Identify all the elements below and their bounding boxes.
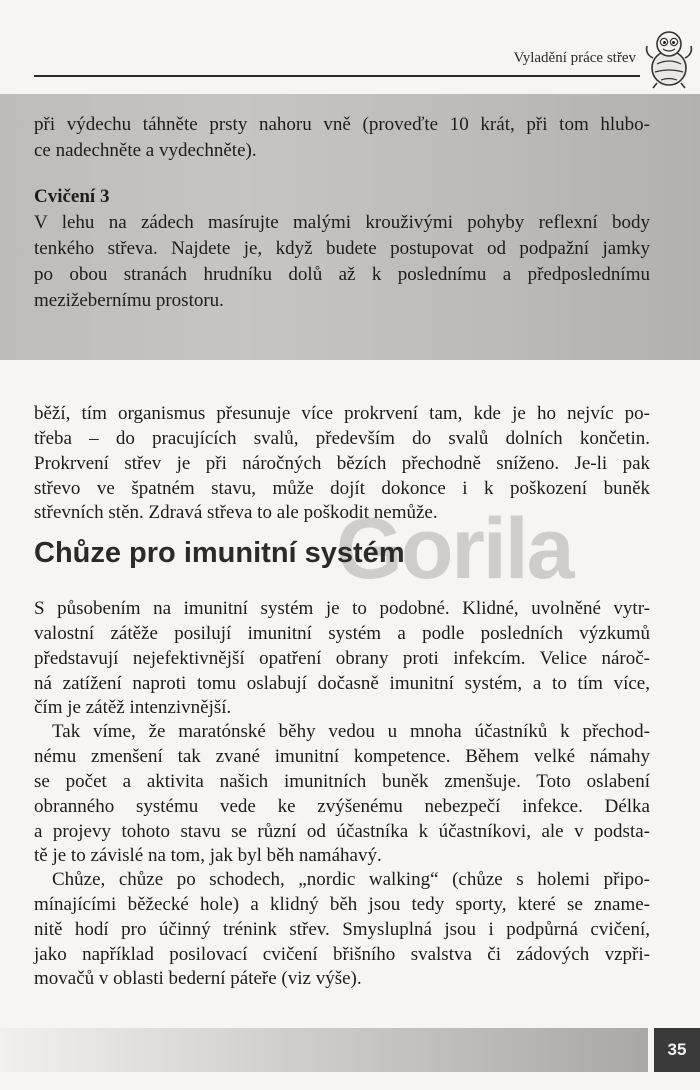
body-text-line: ná zatížení naproti tomu oslabují dočasně imunitní systém, a to tím více,	[34, 673, 650, 694]
body-text-line: obranného systému vede ke zvýšenému nebezpečí infekce. Délka	[34, 796, 650, 817]
body-text-line: Prokrvení střev je při náročných bězích přechodně sníženo. Je-li pak	[34, 453, 650, 474]
exercise-intro-line: ce nadechněte a vydechněte).	[34, 140, 257, 161]
body-text-line: Chůze, chůze po schodech, „nordic walking“ (chůze s holemi připo-	[52, 869, 650, 890]
exercise-line: po obou stranách hrudníku dolů až k poslednímu a předposlednímu	[34, 264, 650, 285]
body-text-line: střevních stěn. Zdravá střeva to ale poškodit nemůže.	[34, 502, 438, 523]
exercise-intro-line: při výdechu táhněte prsty nahoru vně (proveďte 10 krát, při tom hlubo-	[34, 114, 650, 135]
body-text-line: Tak víme, že maratónské běhy vedou u mnoha účastníků k přechod-	[52, 721, 650, 742]
body-text-line: nitě hodí pro účinný trénink střev. Smysluplná jsou i podpůrná cvičení,	[34, 919, 650, 940]
body-text-line: valostní zátěže posilují imunitní systém a podle posledních výzkumů	[34, 623, 650, 644]
body-text-line: nému zmenšení tak zvané imunitní kompetence. Během velké námahy	[34, 746, 650, 767]
body-text-line: čím je zátěž intenzivnější.	[34, 697, 232, 718]
running-header-title: Vyladění práce střev	[513, 50, 636, 66]
body-text-line: představují nejefektivnější opatření obrany proti infekcím. Velice nároč-	[34, 648, 650, 669]
exercise-line: mezižebernímu prostoru.	[34, 290, 224, 311]
exercise-heading: Cvičení 3	[34, 186, 110, 207]
body-text-line: movačů v oblasti bederní páteře (viz výše).	[34, 968, 362, 989]
body-text-line: se počet a aktivita našich imunitních buněk zmenšuje. Toto oslabení	[34, 771, 650, 792]
header-rule	[34, 75, 640, 77]
body-text-line: běží, tím organismus přesunuje více prokrvení tam, kde je ho nejvíc po-	[34, 403, 650, 424]
body-text-line: mínajícími běžecké hole) a klidný běh jsou tedy sporty, které se zname-	[34, 894, 650, 915]
watermark-logo: Gorila	[336, 501, 573, 597]
page-number: 35	[654, 1028, 700, 1072]
turtle-mascot-icon	[641, 28, 697, 90]
body-text-line: jako například posilovací cvičení břišního svalstva či zádových vzpři-	[34, 944, 650, 965]
exercise-line: tenkého střeva. Najdete je, když budete postupovat od podpažní jamky	[34, 238, 650, 259]
body-text-line: a projevy tohoto stavu se různí od účastníka k účastníkovi, ale v podsta-	[34, 821, 650, 842]
section-heading: Chůze pro imunitní systém	[34, 537, 405, 569]
footer-bar	[0, 1028, 648, 1072]
body-text-line: S působením na imunitní systém je to podobné. Klidné, uvolněné vytr-	[34, 598, 650, 619]
body-text-line: tě je to závislé na tom, jak byl běh namáhavý.	[34, 845, 382, 866]
exercise-line: V lehu na zádech masírujte malými krouživými pohyby reflexní body	[34, 212, 650, 233]
body-text-line: třeba – do pracujících svalů, především do svalů dolních končetin.	[34, 428, 650, 449]
body-text-line: střevo ve špatném stavu, může dojít dokonce i k poškození buněk	[34, 478, 650, 499]
